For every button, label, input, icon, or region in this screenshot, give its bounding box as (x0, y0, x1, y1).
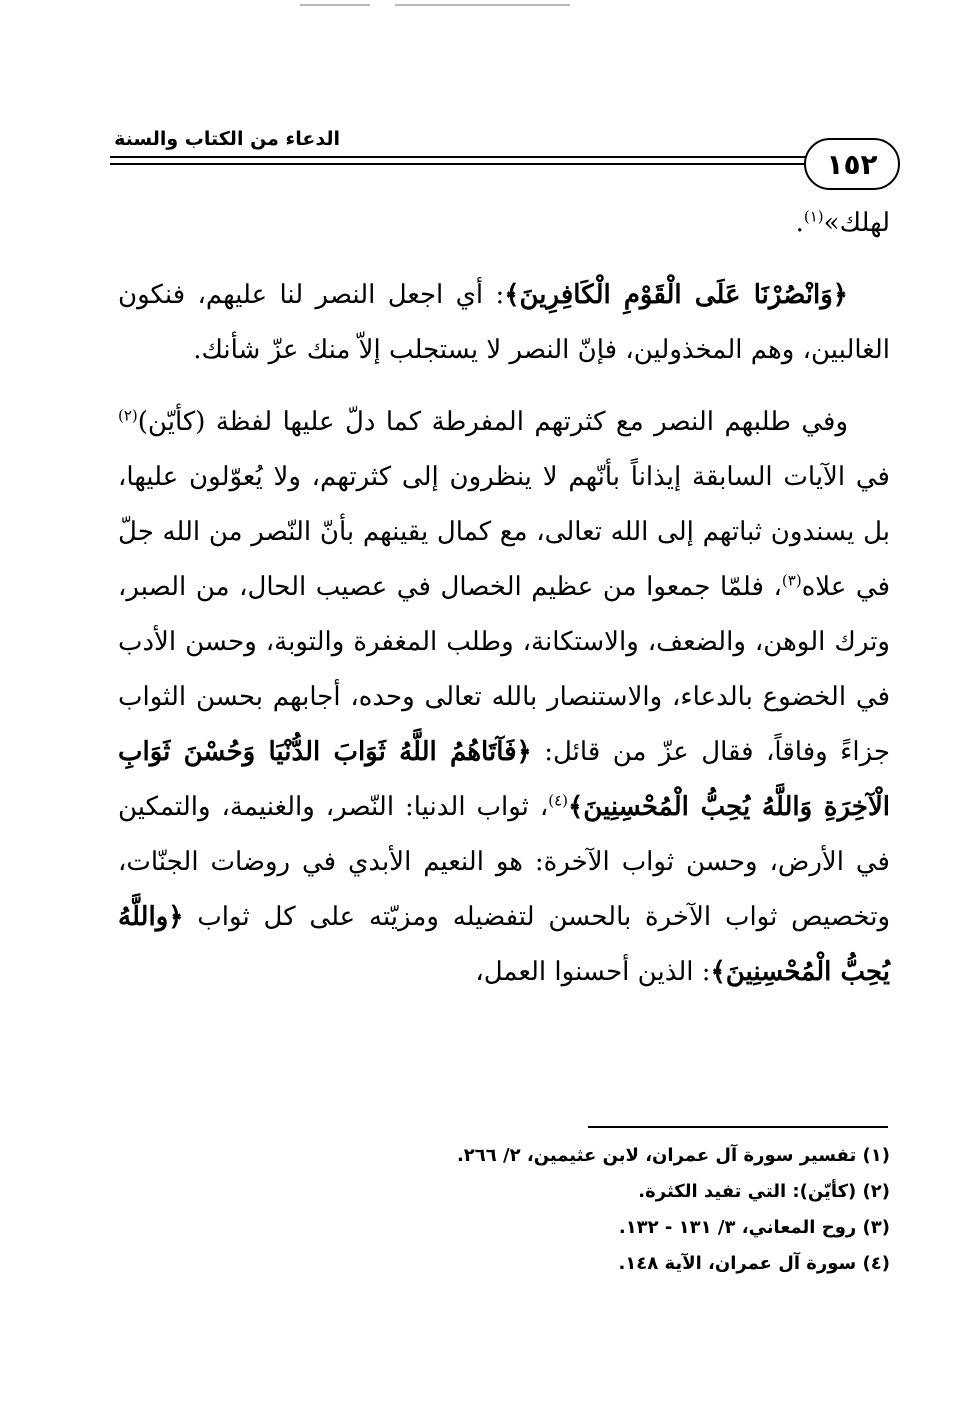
footnotes (118, 1138, 890, 1282)
footnote: (٢) (كأيّن): التي تفيد الكثرة. (638, 1181, 890, 1202)
quran-quote: ﴿واللَّهُ يُحِبُّ الْمُحْسِنِينَ﴾ (118, 902, 890, 987)
top-edge-rule (300, 4, 370, 6)
header-rule (110, 163, 805, 165)
footnote-ref: (١) (803, 207, 824, 226)
text-run: : أي اجعل النصر لنا عليهم، فنكون الغالبين، وهم المخذولين، فإنّ النصر لا يستجلب إلاّ منك عزّ شأنك. (118, 280, 890, 365)
text-run: وفي طلبهم النصر مع كثرتهم المفرطة كما دلّ عليها لفظة (كأيّن) (137, 407, 848, 437)
quran-quote: ﴿فَآتَاهُمُ اللَّهُ ثَوَابَ الدُّنْيَا وَحُسْنَ ثَوَابِ الْآخِرَةِ وَاللَّهُ يُحِبُّ الْمُحْسِنِينَ﴾ (118, 737, 890, 822)
footnote-ref: (٣) (781, 571, 802, 590)
paragraph (118, 268, 890, 378)
paragraph (118, 395, 890, 1000)
text-run: . (795, 208, 804, 238)
footnote-separator (588, 1126, 888, 1128)
footnote: (١) تفسير سورة آل عمران، لابن عثيمين، ٢/ ٢٦٦. (456, 1145, 890, 1166)
text-run: ، فلمّا جمعوا من عظيم الخصال في عصيب الحال، من الصبر، وترك الوهن، والضعف، والاستكانة، وطلب المغفرة والتوبة، وحسن الأدب في الخضوع بالدعاء، والاستنصار بالله تعالى وحده، أجابهم بحسن الثواب جزاءً وفاقاً، فقال عزّ من قائل: (118, 572, 890, 767)
text-run: : الذين أحسنوا العمل، (475, 957, 711, 987)
paragraph (118, 196, 890, 251)
running-title: الدعاء من الكتاب والسنة (114, 128, 340, 150)
footnote-ref: (٢) (118, 406, 138, 425)
text-run: لهلك» (823, 208, 890, 238)
footnote: (٤) سورة آل عمران، الآية ١٤٨. (618, 1253, 890, 1274)
top-edge-rule (395, 4, 570, 6)
footnote: (٣) روح المعاني، ٣/ ١٣١ - ١٣٢. (618, 1217, 890, 1238)
page-number: ١٥٢ (804, 138, 900, 190)
footnote-ref: (٤) (548, 791, 569, 810)
main-text (118, 196, 890, 1000)
page-header (110, 120, 900, 200)
text-run: ، ثواب الدنيا: النّصر، والغنيمة، والتمكين في الأرض، وحسن ثواب الآخرة: هو النعيم الأبدي في روضات الجنّات، وتخصيص ثواب الآخرة بالحسن لتفضيله ومزيّته على كل ثواب (118, 792, 890, 932)
text-run: في الآيات السابقة إيذاناً بأنّهم لا ينظرون إلى كثرتهم، ولا يُعوّلون عليها، بل يسندون ثباتهم إلى الله تعالى، مع كمال يقينهم بأنّ النّصر من الله جلّ في علاه (118, 462, 890, 602)
quran-quote: ﴿وَانْصُرْنَا عَلَى الْقَوْمِ الْكَافِرِينَ﴾ (504, 280, 848, 310)
header-rule (110, 156, 805, 158)
